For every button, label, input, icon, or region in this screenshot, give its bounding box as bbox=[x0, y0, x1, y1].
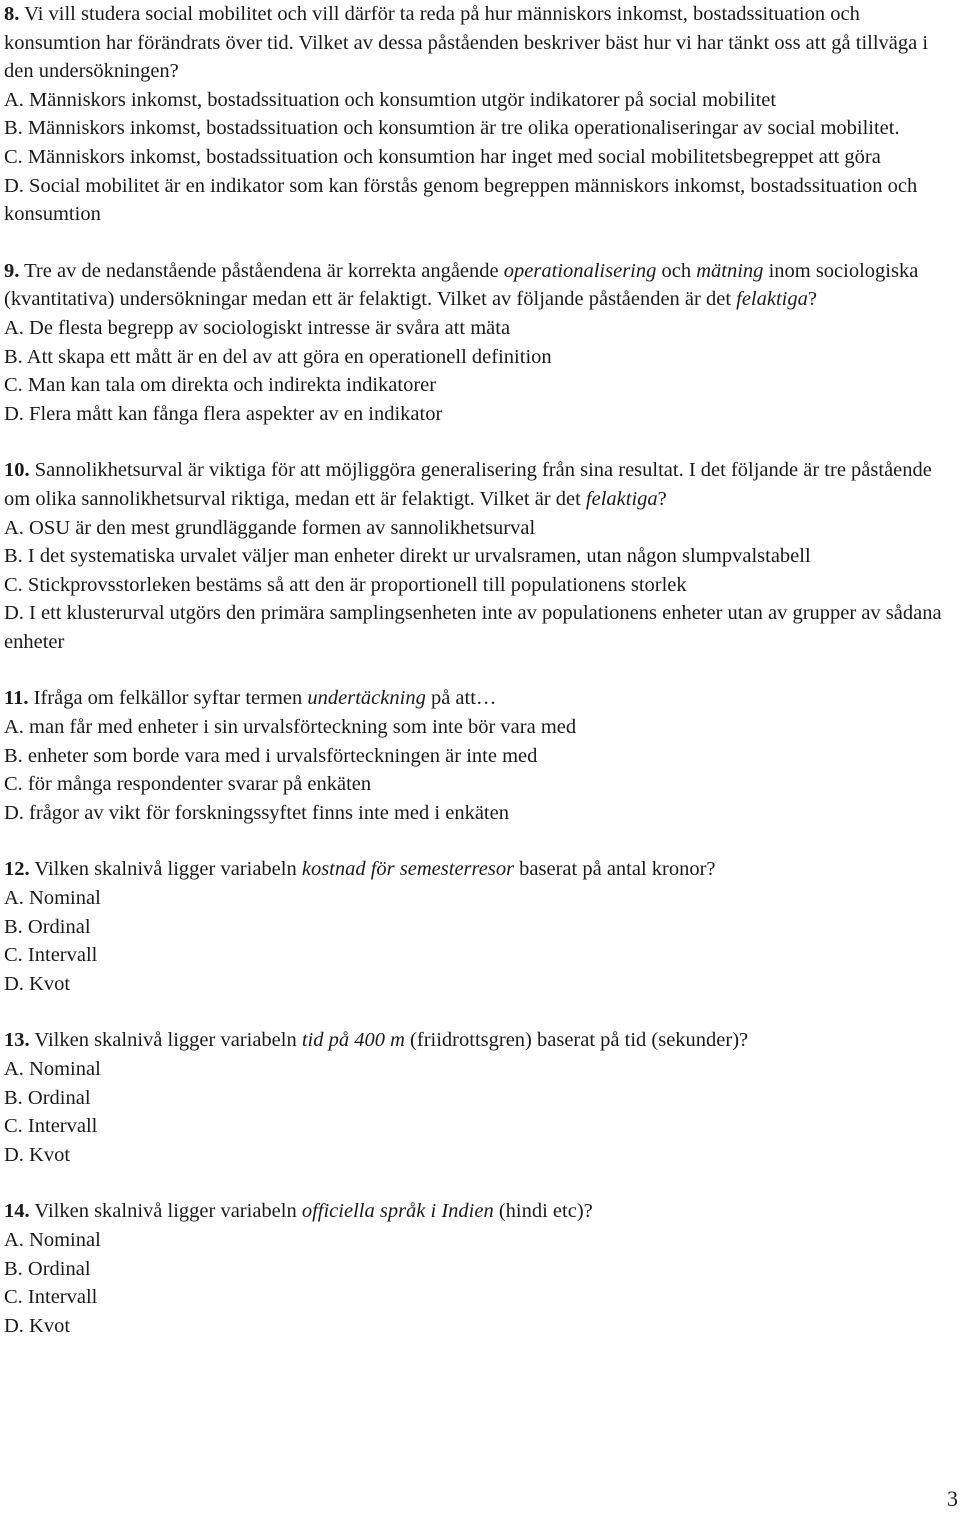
question-text: (hindi etc)? bbox=[493, 1200, 593, 1223]
emphasis-term: undertäckning bbox=[307, 687, 426, 710]
option-b: B. Ordinal bbox=[4, 1086, 91, 1109]
option-a: A. Nominal bbox=[4, 1228, 101, 1251]
question-text: Ifråga om felkällor syftar termen bbox=[28, 687, 308, 710]
option-c: C. Intervall bbox=[4, 944, 98, 967]
option-c: C. Stickprovsstorleken bestäms så att den är proportionell till populationens storlek bbox=[4, 573, 687, 596]
emphasis-term: tid på 400 m bbox=[301, 1029, 405, 1052]
emphasis-term: felaktiga bbox=[585, 487, 658, 510]
option-c: C. Man kan tala om direkta och indirekta indikatorer bbox=[4, 374, 437, 397]
emphasis-term: mätning bbox=[696, 259, 764, 282]
option-b: B. Att skapa ett mått är en del av att göra en operationell definition bbox=[4, 345, 552, 368]
question-text: Sannolikhetsurval är viktiga för att möjliggöra generalisering från sina resultat. I det följande är tre påstående om olika sannolikhetsurval riktiga, medan ett är felaktigt. Vilket är det bbox=[4, 459, 932, 510]
question-10-stem bbox=[4, 456, 956, 513]
option-b: B. Ordinal bbox=[4, 915, 91, 938]
question-text: baserat på antal kronor? bbox=[514, 858, 716, 881]
question-text: Vilken skalnivå ligger variabeln bbox=[29, 1200, 302, 1223]
question-text: och bbox=[656, 259, 697, 282]
question-text: ? bbox=[657, 487, 667, 510]
option-d: D. I ett klusterurval utgörs den primära samplingsenheten inte av populationens enheter utan av grupper av sådana enheter bbox=[4, 602, 942, 653]
emphasis-term: felaktiga bbox=[736, 288, 808, 311]
question-number: 9. bbox=[4, 259, 20, 282]
question-12 bbox=[4, 855, 956, 998]
question-9-stem bbox=[4, 257, 956, 314]
option-b: B. enheter som borde vara med i urvalsförteckningen är inte med bbox=[4, 744, 538, 767]
question-number: 14. bbox=[4, 1200, 30, 1223]
option-d: D. Kvot bbox=[4, 972, 71, 995]
question-number: 11. bbox=[4, 687, 29, 710]
question-number: 13. bbox=[4, 1029, 30, 1052]
question-9 bbox=[4, 257, 956, 429]
document-page bbox=[4, 0, 956, 1368]
page-number: 3 bbox=[947, 1486, 958, 1511]
question-14 bbox=[4, 1197, 956, 1340]
question-8-stem bbox=[4, 0, 956, 86]
option-a: A. OSU är den mest grundläggande formen av sannolikhetsurval bbox=[4, 516, 536, 539]
question-12-stem bbox=[4, 855, 956, 884]
question-number: 8. bbox=[4, 3, 20, 25]
option-d: D. Kvot bbox=[4, 1143, 71, 1166]
emphasis-term: operationalisering bbox=[503, 259, 657, 282]
question-13 bbox=[4, 1026, 956, 1169]
question-11 bbox=[4, 684, 956, 827]
option-a: A. Nominal bbox=[4, 1058, 101, 1080]
emphasis-term: officiella språk i Indien bbox=[301, 1200, 494, 1223]
option-a: A. Människors inkomst, bostadssituation och konsumtion utgör indikatorer på social mobilitet bbox=[4, 88, 777, 111]
question-text: på att… bbox=[425, 687, 497, 710]
question-text: Vilken skalnivå ligger variabeln bbox=[29, 858, 302, 881]
option-b: B. Ordinal bbox=[4, 1257, 91, 1280]
emphasis-term: kostnad för semesterresor bbox=[301, 858, 515, 881]
option-a: A. Nominal bbox=[4, 887, 101, 910]
option-c: C. Intervall bbox=[4, 1115, 98, 1138]
option-b: B. I det systematiska urvalet väljer man enheter direkt ur urvalsramen, utan någon slumpvalstabell bbox=[4, 545, 811, 568]
option-a: A. man får med enheter i sin urvalsförteckning som inte bör vara med bbox=[4, 716, 577, 739]
question-text: Tre av de nedanstående påståendena är korrekta angående bbox=[19, 259, 504, 282]
question-10 bbox=[4, 456, 956, 656]
question-text: inom sociologiska (kvantitativa) undersökningar medan ett är felaktigt. Vilket av följande påståenden är det bbox=[4, 259, 919, 311]
question-text: ? bbox=[807, 288, 817, 311]
option-d: D. Flera mått kan fånga flera aspekter av en indikator bbox=[4, 402, 443, 425]
question-number: 12. bbox=[4, 858, 30, 881]
option-c: C. Intervall bbox=[4, 1286, 98, 1309]
question-13-stem bbox=[4, 1026, 956, 1055]
question-text: (friidrottsgren) baserat på tid (sekunder)? bbox=[404, 1029, 749, 1052]
question-number: 10. bbox=[4, 459, 30, 482]
question-text: Vilken skalnivå ligger variabeln bbox=[29, 1029, 302, 1052]
question-8 bbox=[4, 0, 956, 229]
question-text: Vi vill studera social mobilitet och vill därför ta reda på hur människors inkomst, bostadssituation och konsumtion har förändrats över tid. Vilket av dessa påståenden beskriver bäst hur vi har tänkt oss att gå tillväga i den undersökningen? bbox=[4, 3, 929, 83]
option-c: C. Människors inkomst, bostadssituation och konsumtion har inget med social mobilitetsbegreppet att göra bbox=[4, 145, 881, 168]
option-d: D. Kvot bbox=[4, 1314, 71, 1337]
option-c: C. för många respondenter svarar på enkäten bbox=[4, 773, 372, 796]
option-b: B. Människors inkomst, bostadssituation och konsumtion är tre olika operationaliseringar av social mobilitet. bbox=[4, 117, 900, 140]
question-14-stem bbox=[4, 1197, 956, 1226]
option-d: D. Social mobilitet är en indikator som kan förstås genom begreppen människors inkomst, bostadssituation och konsumtion bbox=[4, 174, 918, 226]
option-a: A. De flesta begrepp av sociologiskt intresse är svåra att mäta bbox=[4, 316, 511, 339]
question-11-stem bbox=[4, 684, 956, 713]
option-d: D. frågor av vikt för forskningssyftet finns inte med i enkäten bbox=[4, 801, 509, 824]
